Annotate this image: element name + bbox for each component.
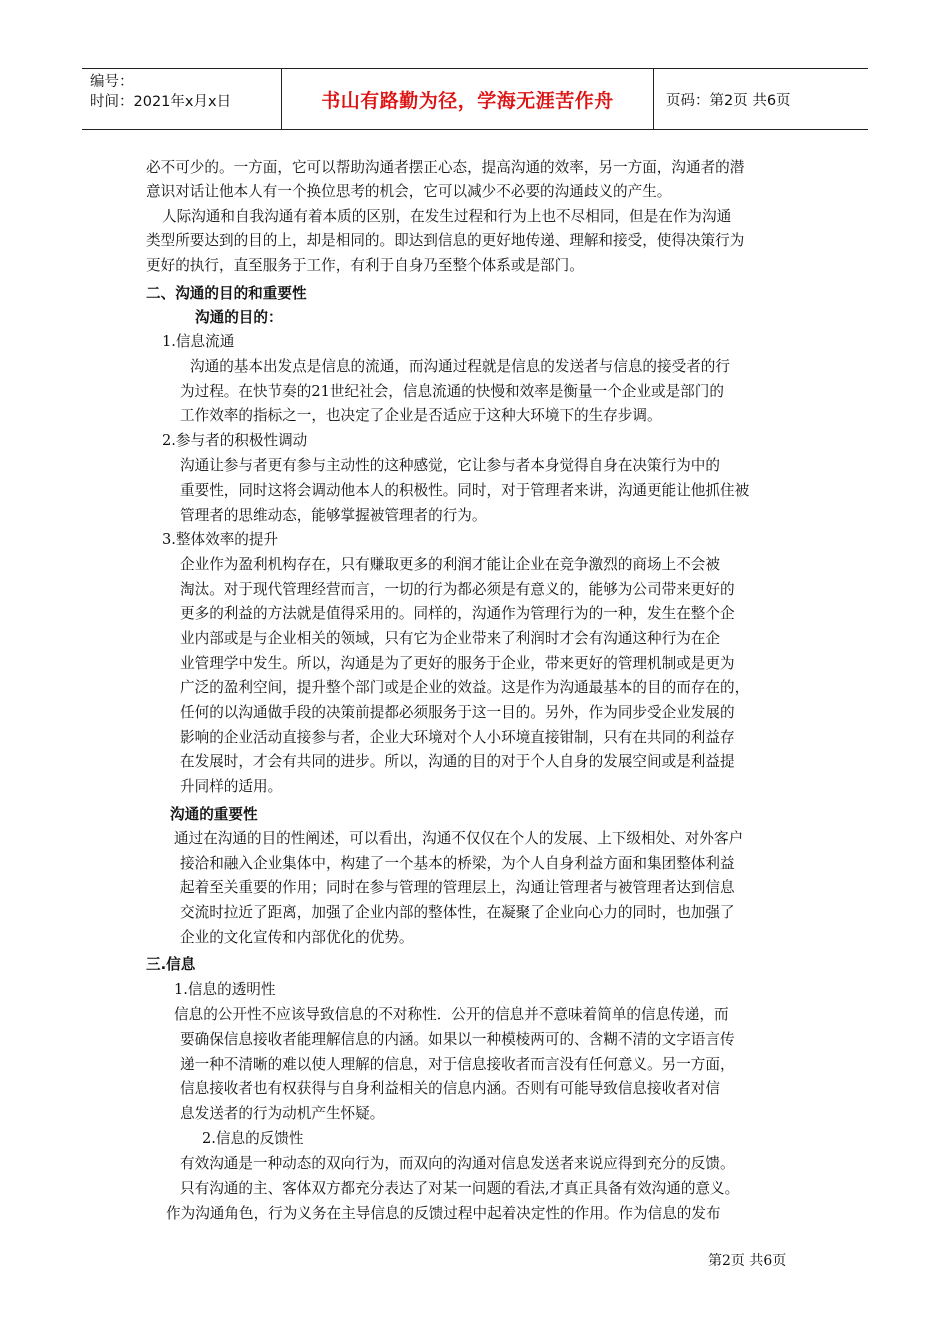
paragraph-line: 企业作为盈利机构存在，只有赚取更多的利润才能让企业在竞争激烈的商场上不会被 bbox=[180, 556, 720, 573]
paragraph-line: 必不可少的。一方面，它可以帮助沟通者摆正心态，提高沟通的效率，另一方面，沟通者的潜 bbox=[146, 159, 745, 176]
paragraph-line: 人际沟通和自我沟通有着本质的区别，在发生过程和行为上也不尽相同，但是在作为沟通 bbox=[162, 208, 732, 225]
paragraph-line: 在发展时，才会有共同的进步。所以，沟通的目的对于个人自身的发展空间或是利益提 bbox=[180, 753, 735, 770]
paragraph-line: 通过在沟通的目的性阐述，可以看出，沟通不仅仅在个人的发展、上下级相处、对外客户 bbox=[174, 830, 744, 847]
paragraph-line: 更多的利益的方法就是值得采用的。同样的，沟通作为管理行为的一种，发生在整个企 bbox=[180, 605, 735, 622]
paragraph-line: 要确保信息接收者能理解信息的内涵。如果以一种模棱两可的、含糊不清的文字语言传 bbox=[180, 1031, 735, 1048]
section-heading: 三.信息 bbox=[146, 956, 196, 973]
page-header bbox=[82, 68, 868, 130]
paragraph-line: 接洽和融入企业集体中，构建了一个基本的桥梁，为个人自身利益方面和集团整体利益 bbox=[180, 855, 735, 872]
paragraph-line: 为过程。在快节奏的21世纪社会，信息流通的快慢和效率是衡量一个企业或是部门的 bbox=[180, 383, 724, 400]
paragraph-line: 信息的公开性不应该导致信息的不对称性．公开的信息并不意味着简单的信息传递，而 bbox=[174, 1006, 729, 1023]
paragraph-line: 有效沟通是一种动态的双向行为，而双向的沟通对信息发送者来说应得到充分的反馈。 bbox=[180, 1155, 735, 1172]
page-footer: 第2页 共6页 bbox=[708, 1253, 787, 1269]
paragraph-line: 更好的执行，直至服务于工作，有利于自身乃至整个体系或是部门。 bbox=[146, 257, 584, 274]
paragraph-line: 任何的以沟通做手段的决策前提都必须服务于这一目的。另外，作为同步受企业发展的 bbox=[180, 704, 735, 721]
list-item-title: 1.信息流通 bbox=[162, 333, 235, 350]
subsection-heading: 沟通的目的： bbox=[195, 309, 283, 326]
list-item-title: 2.参与者的积极性调动 bbox=[162, 432, 308, 449]
paragraph-line: 交流时拉近了距离，加强了企业内部的整体性，在凝聚了企业向心力的同时，也加强了 bbox=[180, 904, 735, 921]
section-heading: 二、沟通的目的和重要性 bbox=[146, 285, 307, 302]
paragraph-line: 作为沟通角色，行为义务在主导信息的反馈过程中起着决定性的作用。作为信息的发布 bbox=[166, 1205, 721, 1222]
header-motto: 书山有路勤为径，学海无涯苦作舟 bbox=[282, 69, 654, 129]
paragraph-line: 业管理学中发生。所以，沟通是为了更好的服务于企业，带来更好的管理机制或是更为 bbox=[180, 655, 735, 672]
paragraph-line: 业内部或是与企业相关的领域，只有它为企业带来了利润时才会有沟通这种行为在企 bbox=[180, 630, 720, 647]
paragraph-line: 影响的企业活动直接参与者，企业大环境对个人小环境直接钳制，只有在共同的利益存 bbox=[180, 729, 735, 746]
paragraph-line: 递一种不清晰的难以使人理解的信息，对于信息接收者而言没有任何意义。另一方面， bbox=[180, 1056, 735, 1073]
paragraph-line: 企业的文化宣传和内部优化的优势。 bbox=[180, 929, 414, 946]
document-number-label: 编号： bbox=[90, 74, 134, 90]
document-time-label: 时间：2021年x月x日 bbox=[90, 94, 232, 110]
paragraph-line: 升同样的适用。 bbox=[180, 778, 283, 795]
list-item-title: 3.整体效率的提升 bbox=[162, 531, 279, 548]
header-meta bbox=[82, 69, 282, 129]
paragraph-line: 信息接收者也有权获得与自身利益相关的信息内涵。否则有可能导致信息接收者对信 bbox=[180, 1080, 720, 1097]
paragraph-line: 沟通让参与者更有参与主动性的这种感觉，它让参与者本身觉得自身在决策行为中的 bbox=[180, 457, 720, 474]
paragraph-line: 广泛的盈利空间，提升整个部门或是企业的效益。这是作为沟通最基本的目的而存在的， bbox=[180, 679, 750, 696]
header-page-number: 页码：第2页 共6页 bbox=[666, 92, 791, 109]
paragraph-line: 类型所要达到的目的上，却是相同的。即达到信息的更好地传递、理解和接受，使得决策行为 bbox=[146, 232, 745, 249]
paragraph-line: 意识对话让他本人有一个换位思考的机会，它可以减少不必要的沟通歧义的产生。 bbox=[146, 183, 672, 200]
list-item-title: 2.信息的反馈性 bbox=[202, 1130, 304, 1147]
paragraph-line: 工作效率的指标之一，也决定了企业是否适应于这种大环境下的生存步调。 bbox=[180, 407, 662, 424]
paragraph-line: 只有沟通的主、客体双方都充分表达了对某一问题的看法,才真正具备有效沟通的意义。 bbox=[180, 1180, 740, 1197]
paragraph-line: 沟通的基本出发点是信息的流通，而沟通过程就是信息的发送者与信息的接受者的行 bbox=[190, 358, 730, 375]
subsection-heading: 沟通的重要性 bbox=[170, 806, 258, 823]
list-item-title: 1.信息的透明性 bbox=[174, 981, 276, 998]
paragraph-line: 管理者的思维动态，能够掌握被管理者的行为。 bbox=[180, 507, 487, 524]
paragraph-line: 淘汰。对于现代管理经营而言，一切的行为都必须是有意义的，能够为公司带来更好的 bbox=[180, 581, 735, 598]
paragraph-line: 重要性，同时这将会调动他本人的积极性。同时，对于管理者来讲，沟通更能让他抓住被 bbox=[180, 482, 750, 499]
paragraph-line: 息发送者的行为动机产生怀疑。 bbox=[180, 1105, 385, 1122]
paragraph-line: 起着至关重要的作用；同时在参与管理的管理层上，沟通让管理者与被管理者达到信息 bbox=[180, 879, 735, 896]
